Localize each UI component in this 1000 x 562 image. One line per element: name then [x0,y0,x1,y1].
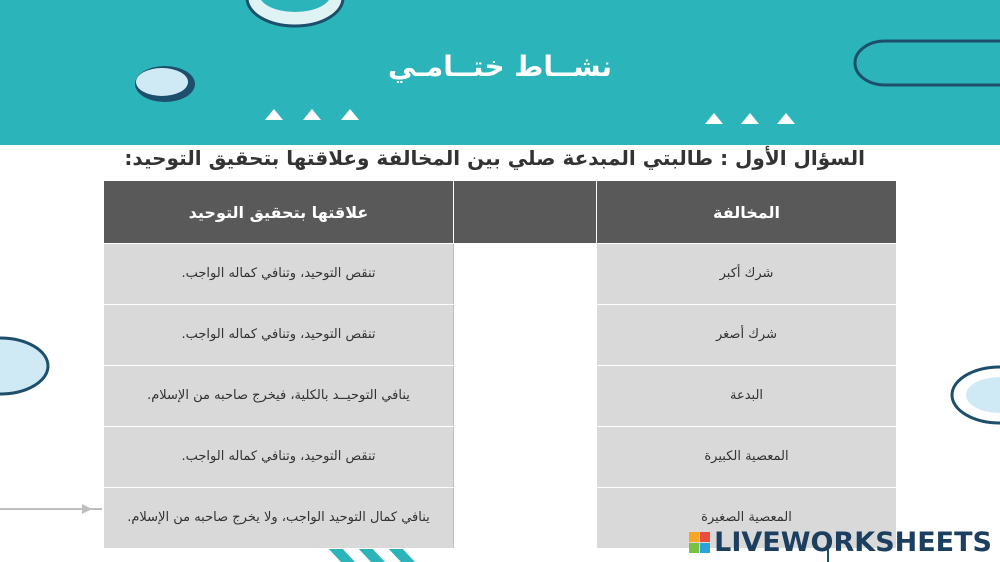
table-row [104,366,897,427]
brand-name: LIVEWORKSHEETS [714,527,992,558]
relation-item[interactable]: ينافي كمال التوحيد الواجب، ولا يخرج صاحبه من الإسلام. [104,488,454,549]
liveworksheets-watermark[interactable] [689,527,992,558]
matching-area[interactable] [454,305,597,366]
page-title: نشــاط ختــامـي [388,50,612,83]
matching-area[interactable] [454,488,597,549]
table-header-row [104,181,897,244]
violation-item[interactable]: المعصية الكبيرة [597,427,897,488]
table-row [104,244,897,305]
matching-area[interactable] [454,366,597,427]
violation-item[interactable]: شرك أكبر [597,244,897,305]
decorative-half-circle-right [945,365,1000,425]
decorative-half-circle-left [0,336,55,396]
matching-area[interactable] [454,427,597,488]
relation-item[interactable]: تنقص التوحيد، وتنافي كماله الواجب. [104,244,454,305]
decorative-triangles-right [705,110,805,126]
relation-item[interactable]: تنقص التوحيد، وتنافي كماله الواجب. [104,305,454,366]
relation-item[interactable]: تنقص التوحيد، وتنافي كماله الواجب. [104,427,454,488]
table-row [104,427,897,488]
decorative-triangles-left [265,106,365,122]
liveworksheets-logo-icon [689,532,710,553]
violation-item[interactable]: المعصية الصغيرة [597,488,897,549]
header-relation: علاقتها بتحقيق التوحيد [104,181,454,244]
violation-item[interactable]: البدعة [597,366,897,427]
header-middle [454,181,597,244]
decorative-dash-left [0,502,102,516]
matching-table [103,180,897,549]
decorative-ellipse-top [240,0,350,32]
relation-item[interactable]: ينافي التوحيــد بالكلية، فيخرج صاحبه من الإسلام. [104,366,454,427]
header-violation: المخالفة [597,181,897,244]
table-row [104,305,897,366]
violation-item[interactable]: شرك أصغر [597,305,897,366]
title-banner [0,0,1000,145]
question-text: السؤال الأول : طالبتي المبدعة صلي بين المخالفة وعلاقتها بتحقيق التوحيد: [124,146,865,170]
matching-area[interactable] [454,244,597,305]
